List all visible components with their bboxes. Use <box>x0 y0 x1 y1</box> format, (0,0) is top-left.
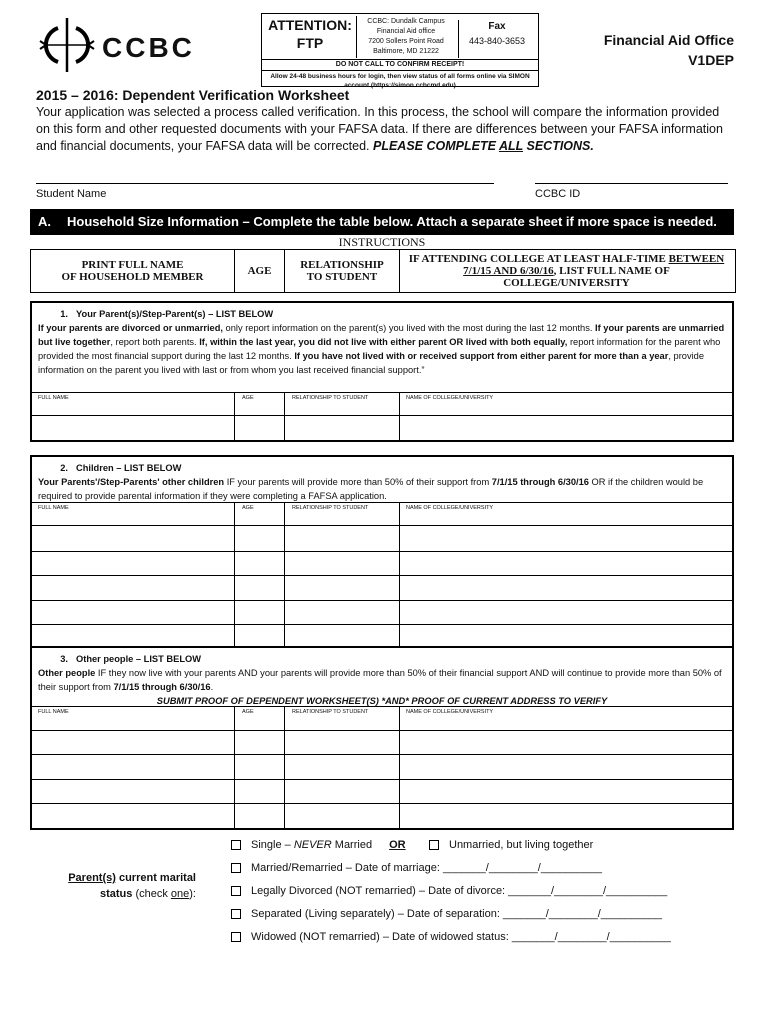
box1-bold: If, within the last year, you did not live with either parent OR lived with both equally, <box>199 337 568 347</box>
logo-text: CCBC <box>102 32 195 63</box>
fax-number: 443-840-3653 <box>468 36 526 46</box>
marital-status-label <box>36 870 196 902</box>
col-divider <box>399 502 400 646</box>
checkbox-widowed[interactable] <box>231 932 241 942</box>
box1-bold: If your parents are unmarried but live together <box>38 323 725 347</box>
address-line: Financial Aid office <box>376 28 436 35</box>
col-full-name: FULL NAME <box>38 395 69 401</box>
box2-bold: 7/1/15 through 6/30/16 <box>491 477 589 487</box>
box3-plain: . <box>210 682 214 692</box>
single-never: NEVER <box>293 839 332 851</box>
box2-number: 2. <box>60 463 68 473</box>
intro-text: Your application was selected a process called verification. In this process, the school will compare the information provided on this form and other requested documents with your FAFSA data. If there are differences between your FAFSA information and financial documents, your FAFSA data will be corrected. <box>36 105 723 153</box>
marital-parents: Parent(s) <box>68 872 116 884</box>
divorced-label: Legally Divorced (NOT remarried) – Date of divorce: _______/________/__________ <box>251 885 668 897</box>
col-divider <box>234 706 235 828</box>
col-divider <box>284 392 285 440</box>
table-row[interactable] <box>32 551 732 552</box>
col-relationship: RELATIONSHIP TO STUDENT <box>292 395 369 401</box>
page-title: 2015 – 2016: Dependent Verification Worksheet <box>36 87 350 103</box>
box2-bold: Your Parents'/Step-Parents' other children <box>38 477 225 487</box>
checkbox-married[interactable] <box>231 863 241 873</box>
household-header-table <box>30 249 736 293</box>
box1-bold: If you have not lived with or received support from either parent for more than a year <box>294 351 669 361</box>
box2-plain: OR if the children would be required to provide parental information if they were completing a FAFSA application. <box>38 477 704 501</box>
intro-paragraph <box>36 104 736 155</box>
marital-check: (check <box>132 888 171 900</box>
marital-label-line2 <box>36 886 196 902</box>
box1-bold: If your parents are divorced or unmarried, <box>38 323 223 333</box>
student-name-field[interactable] <box>36 183 494 184</box>
col-age: AGE <box>242 709 254 715</box>
col-divider <box>234 392 235 440</box>
parents-box <box>30 301 734 442</box>
office-name: Financial Aid Office <box>603 32 734 48</box>
box1-table <box>32 392 732 393</box>
col-relationship: RELATIONSHIP TO STUDENT <box>285 250 400 292</box>
option-divorced[interactable] <box>231 885 667 897</box>
attention-label <box>264 16 357 58</box>
instructions-label: INSTRUCTIONS <box>338 235 426 249</box>
col-divider <box>399 392 400 440</box>
single-married: Married <box>331 839 373 851</box>
box3-table <box>32 706 732 707</box>
marital-current: current marital <box>115 872 196 884</box>
intro-emphasis-all: ALL <box>498 139 524 153</box>
box1-heading <box>32 303 732 321</box>
box2-title: Children – LIST BELOW <box>76 463 182 473</box>
box3-bold: Other people <box>38 668 96 678</box>
box2-plain: IF your parents will provide more than 50% of their support from <box>224 477 492 487</box>
marital-close: ): <box>189 888 196 900</box>
col-full-name: PRINT FULL NAME OF HOUSEHOLD MEMBER <box>31 250 235 292</box>
ccbc-logo <box>36 14 196 76</box>
table-row[interactable] <box>32 803 732 804</box>
col-college <box>400 250 733 292</box>
section-letter: A. <box>38 214 51 229</box>
box3-number: 3. <box>60 654 68 664</box>
fax-label: Fax <box>488 21 506 32</box>
section-a-header <box>30 209 734 235</box>
box3-title: Other people – LIST BELOW <box>76 654 201 664</box>
children-box <box>30 455 734 648</box>
col-full-name: FULL NAME <box>38 505 69 511</box>
option-single[interactable] <box>231 839 406 851</box>
proof-note: SUBMIT PROOF OF DEPENDENT WORKSHEET(S) *AND* PROOF OF CURRENT ADDRESS TO VERIFY <box>156 696 608 706</box>
table-row[interactable] <box>32 779 732 780</box>
table-row[interactable] <box>32 624 732 625</box>
address-line: CCBC: Dundalk Campus <box>367 18 445 25</box>
or-label: OR <box>389 839 406 851</box>
box2-table <box>32 502 732 503</box>
widowed-label: Widowed (NOT remarried) – Date of widowed status: _______/________/__________ <box>251 931 671 943</box>
col-divider <box>284 502 285 646</box>
marital-one: one <box>170 888 190 900</box>
married-label: Married/Remarried – Date of marriage: _______/________/__________ <box>251 862 603 874</box>
no-call-note: DO NOT CALL TO CONFIRM RECEIPT! <box>262 59 538 71</box>
col-college: NAME OF COLLEGE/UNIVERSITY <box>406 505 494 511</box>
col-age: AGE <box>242 505 254 511</box>
ccbc-id-field[interactable] <box>535 183 728 184</box>
box3-heading <box>32 648 732 666</box>
option-unmarried[interactable] <box>429 839 593 851</box>
box1-number: 1. <box>60 309 68 319</box>
table-row[interactable] <box>32 575 732 576</box>
office-info <box>604 30 734 70</box>
unmarried-label: Unmarried, but living together <box>449 839 594 851</box>
checkbox-divorced[interactable] <box>231 886 241 896</box>
checkbox-separated[interactable] <box>231 909 241 919</box>
col-relationship: RELATIONSHIP TO STUDENT <box>292 709 369 715</box>
attention-box <box>261 13 539 87</box>
table-row[interactable] <box>32 730 732 731</box>
col-college-dates: BETWEEN 7/1/15 AND 6/30/16 <box>463 253 725 277</box>
attention-line1: ATTENTION: <box>268 17 352 33</box>
col-college: NAME OF COLLEGE/UNIVERSITY <box>406 395 494 401</box>
checkbox-unmarried[interactable] <box>429 840 439 850</box>
box3-plain: IF they now live with your parents AND your parents will provide more than 50% of their financial support AND will continue to provide more than 50% of their support from <box>38 668 722 692</box>
attention-line2: FTP <box>296 35 324 51</box>
box1-plain: only report information on the parent(s) you lived with the most during the last 12 months. <box>222 323 596 333</box>
campus-address <box>358 17 454 57</box>
col-college-text: IF ATTENDING COLLEGE AT LEAST HALF-TIME <box>408 253 669 265</box>
fax-info <box>458 20 535 58</box>
marital-status-word: status <box>99 888 133 900</box>
form-code: V1DEP <box>688 52 734 68</box>
box1-plain: , report both parents. <box>110 337 200 347</box>
box3-text <box>32 666 732 694</box>
simon-note: Allow 24-48 business hours for login, then view status of all forms online via SIMON account (https://simon.ccbcmd.edu) <box>270 73 530 89</box>
option-married[interactable] <box>231 862 602 874</box>
option-widowed[interactable] <box>231 931 671 943</box>
box1-plain: , provide information on the parent you lived with last or from whom you last received financial support.” <box>38 351 705 375</box>
intro-emphasis: PLEASE COMPLETE <box>372 139 499 153</box>
single-label: Single – <box>251 839 294 851</box>
col-full-name: FULL NAME <box>38 709 69 715</box>
box2-text <box>32 475 732 503</box>
checkbox-single[interactable] <box>231 840 241 850</box>
box1-text <box>32 321 732 377</box>
ccbc-emblem-icon <box>36 14 98 76</box>
separated-label: Separated (Living separately) – Date of separation: _______/________/__________ <box>251 908 662 920</box>
table-row[interactable] <box>32 600 732 601</box>
intro-emphasis-end: SECTIONS. <box>523 139 594 153</box>
table-row[interactable] <box>32 754 732 755</box>
student-name-label: Student Name <box>36 188 107 200</box>
box2-heading <box>32 457 732 475</box>
address-line: 7200 Sollers Point Road <box>368 38 444 45</box>
section-title: Household Size Information – Complete the table below. Attach a separate sheet if more space is needed. <box>67 214 717 229</box>
col-age: AGE <box>242 395 254 401</box>
box3-bold: 7/1/15 through 6/30/16 <box>113 682 211 692</box>
address-line: Baltimore, MD 21222 <box>373 48 439 55</box>
col-divider <box>234 502 235 646</box>
ccbc-id-label: CCBC ID <box>535 188 581 200</box>
col-divider <box>399 706 400 828</box>
marital-label-line1 <box>36 870 196 886</box>
col-age: AGE <box>235 250 285 292</box>
col-college-text-end: , LIST FULL NAME OF COLLEGE/UNIVERSITY <box>503 265 670 289</box>
table-row[interactable] <box>32 525 732 526</box>
box1-plain: report information for the parent who provided the most financial support during the last 12 months. <box>38 337 721 361</box>
table-row[interactable] <box>32 415 732 416</box>
col-relationship: RELATIONSHIP TO STUDENT <box>292 505 369 511</box>
other-people-box <box>30 646 734 830</box>
col-divider <box>284 706 285 828</box>
option-separated[interactable] <box>231 908 662 920</box>
col-college: NAME OF COLLEGE/UNIVERSITY <box>406 709 494 715</box>
box1-title: Your Parent(s)/Step-Parent(s) – LIST BELOW <box>76 309 274 319</box>
